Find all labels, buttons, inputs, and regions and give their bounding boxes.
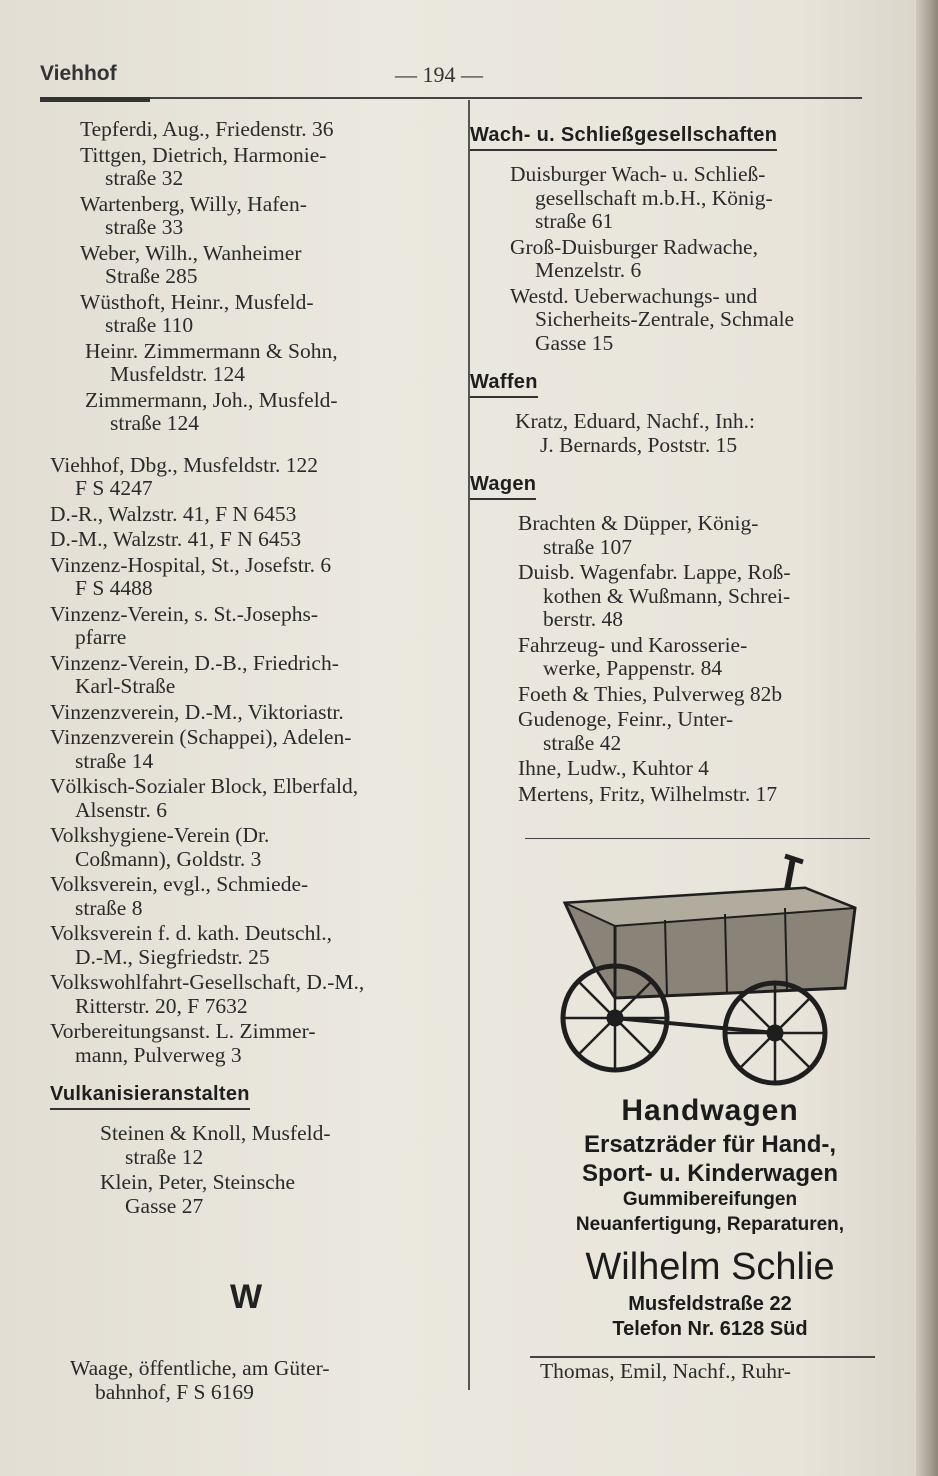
ad-line: Neuanfertigung, Reparaturen, [575, 1214, 845, 1235]
directory-entry [50, 922, 460, 969]
directory-entry [510, 285, 870, 356]
entry-line: D.-M., Walzstr. 41, F N 6453 [50, 527, 302, 551]
directory-entry [50, 528, 460, 552]
entry-line: mann, Pulverweg 3 [75, 1042, 242, 1067]
left-column [50, 118, 460, 1406]
entry-line: Vinzenzverein, D.-M., Viktoriastr. [50, 699, 344, 724]
directory-entry [50, 652, 460, 699]
directory-entry [510, 163, 870, 234]
ad-line: Gummibereifungen [622, 1189, 798, 1210]
directory-entry [50, 503, 460, 527]
entry-line: straße 124 [110, 411, 199, 435]
directory-entry [518, 683, 870, 707]
directory-entry [50, 340, 460, 387]
entry-line: D.-R., Walzstr. 41, F N 6453 [50, 501, 297, 526]
directory-entry [100, 1122, 460, 1169]
section-heading-waffen: Waffen [470, 371, 538, 398]
entry-line: berstr. 48 [543, 607, 624, 631]
entry-line: Heinr. Zimmermann & Sohn, [85, 338, 338, 363]
vulkan-entries [50, 1122, 460, 1218]
entry-line: Musfeldstr. 124 [110, 362, 245, 386]
entry-line: Coßmann), Goldstr. 3 [75, 846, 262, 871]
page-number: — 194 — [395, 62, 483, 87]
right-column [470, 118, 870, 808]
entry-line: Groß-Duisburger Radwache, [510, 234, 758, 259]
directory-entry [50, 193, 460, 240]
entry-line: Tepferdi, Aug., Friedenstr. 36 [80, 117, 334, 141]
directory-entry [50, 454, 460, 501]
entry-line: Mertens, Fritz, Wilhelmstr. 17 [518, 781, 778, 806]
directory-entry [518, 708, 870, 755]
entry-line: kothen & Wußmann, Schrei- [543, 583, 791, 608]
directory-entry [518, 512, 870, 559]
ad-line: Sport- u. Kinderwagen [581, 1160, 838, 1187]
section-heading-wach: Wach- u. Schließgesellschaften [470, 124, 777, 151]
entry-line: Foeth & Thies, Pulverweg 82b [518, 681, 783, 706]
directory-entry [50, 389, 460, 436]
entry-line: bahnhof, F S 6169 [95, 1379, 254, 1404]
directory-entry [518, 783, 870, 807]
entry-line: F S 4488 [75, 576, 153, 600]
ad-headline: Handwagen [621, 1094, 799, 1127]
waffen-entries [470, 410, 870, 457]
entry-line: Weber, Wilh., Wanheimer [80, 240, 302, 265]
directory-entry [100, 1171, 460, 1218]
entry-line: F S 4247 [75, 476, 153, 500]
entry-line: straße 107 [543, 534, 632, 559]
ad-bottom-rule [530, 1356, 875, 1358]
directory-entry [50, 291, 460, 338]
entry-line: straße 14 [75, 748, 154, 773]
section-letter-w: W [230, 1278, 263, 1316]
entry-line: Vinzenz-Hospital, St., Josefstr. 6 [50, 552, 332, 577]
directory-entry [515, 410, 870, 457]
entry-line: Fahrzeug- und Karosserie- [518, 632, 748, 657]
entry-line: Duisburger Wach- u. Schließ- [510, 162, 766, 186]
header-rule [40, 97, 862, 99]
entry-line: Alsenstr. 6 [75, 797, 167, 822]
entry-line: Karl-Straße [75, 674, 176, 698]
entry-line: Vinzenz-Verein, D.-B., Friedrich- [50, 650, 339, 675]
directory-entry [50, 603, 460, 650]
entry-line: straße 32 [105, 166, 184, 190]
directory-entry [50, 775, 460, 822]
directory-entry [510, 236, 870, 283]
entry-line: gesellschaft m.b.H., König- [535, 185, 773, 210]
left-entries [50, 118, 460, 1067]
directory-entry [50, 554, 460, 601]
ad-separator [525, 838, 870, 839]
ad-line: Ersatzräder für Hand-, [583, 1131, 837, 1158]
directory-entry [518, 634, 870, 681]
entry-line: Vorbereitungsanst. L. Zimmer- [50, 1019, 316, 1043]
directory-entry [50, 824, 460, 871]
wagen-entries [470, 512, 870, 806]
entry-line: Viehhof, Dbg., Musfeldstr. 122 [50, 452, 319, 477]
entry-line: Brachten & Düpper, König- [518, 511, 759, 535]
entry-line: Westd. Ueberwachungs- und [510, 283, 758, 308]
entry-line: Tittgen, Dietrich, Harmonie- [80, 142, 327, 167]
entry-line: D.-M., Siegfriedstr. 25 [75, 944, 270, 969]
entry-line: Wüsthoft, Heinr., Musfeld- [80, 289, 314, 314]
entry-line: Gasse 15 [535, 330, 614, 355]
ad-phone: Telefon Nr. 6128 Süd [612, 1318, 808, 1340]
entry-line: Volkswohlfahrt-Gesellschaft, D.-M., [50, 970, 365, 994]
directory-entry [518, 561, 870, 632]
entry-line: straße 33 [105, 215, 184, 239]
entry-line: Volksverein f. d. kath. Deutschl., [50, 921, 333, 945]
page-header [40, 62, 862, 92]
section-heading-wagen: Wagen [470, 473, 536, 500]
entry-line: J. Bernards, Poststr. 15 [540, 432, 738, 457]
entry-line: Waage, öffentliche, am Güter- [70, 1356, 330, 1380]
ad-address: Musfeldstraße 22 [628, 1293, 792, 1315]
entry-waage [50, 1357, 460, 1404]
entry-line: straße 42 [543, 730, 622, 755]
entry-line: Volksverein, evgl., Schmiede- [50, 872, 309, 896]
entry-line: Volkshygiene-Verein (Dr. [50, 823, 270, 847]
entry-line: straße 110 [105, 313, 194, 337]
entry-line: Duisb. Wagenfabr. Lappe, Roß- [518, 560, 791, 584]
book-spine-shadow [916, 0, 938, 1476]
entry-line: Sicherheits-Zentrale, Schmale [535, 307, 795, 331]
entry-line: Ihne, Ludw., Kuhtor 4 [518, 756, 709, 780]
entry-line: Straße 285 [105, 264, 198, 288]
section-heading-vulkan: Vulkanisieranstalten [50, 1083, 250, 1110]
entry-line: Gasse 27 [125, 1193, 204, 1218]
wach-entries [470, 163, 870, 355]
entry-line: Menzelstr. 6 [535, 258, 642, 282]
directory-entry [50, 873, 460, 920]
directory-entry [50, 242, 460, 289]
directory-entry [518, 757, 870, 781]
directory-entry [50, 971, 460, 1018]
entry-line: straße 12 [125, 1144, 204, 1169]
entry-line: Vinzenzverein (Schappei), Adelen- [50, 725, 352, 749]
entry-thomas: Thomas, Emil, Nachf., Ruhr- [540, 1359, 791, 1383]
entry-line: Vinzenz-Verein, s. St.-Josephs- [50, 601, 318, 626]
entry-line: Völkisch-Sozialer Block, Elberfald, [50, 774, 359, 798]
directory-entry [50, 118, 460, 142]
directory-entry [50, 726, 460, 773]
entry-line: straße 8 [75, 895, 143, 920]
entry-line: Steinen & Knoll, Musfeld- [100, 1121, 331, 1145]
running-head: Viehhof [40, 62, 117, 85]
cart-axle [615, 1018, 775, 1033]
handcart-illustration [555, 848, 875, 1088]
header-rule-accent [40, 97, 150, 102]
entry-line: Wartenberg, Willy, Hafen- [80, 191, 307, 216]
entry-line: Kratz, Eduard, Nachf., Inh.: [515, 409, 755, 433]
cart-grip [785, 856, 803, 862]
entry-line: Ritterstr. 20, F 7632 [75, 993, 248, 1018]
ad-company-name: Wilhelm Schlie [585, 1246, 835, 1288]
directory-entry [50, 144, 460, 191]
entry-line: Klein, Peter, Steinsche [100, 1170, 295, 1194]
entry-line: pfarre [75, 625, 127, 649]
entry-line: Gudenoge, Feinr., Unter- [518, 707, 734, 731]
directory-entry [50, 1020, 460, 1067]
directory-entry [50, 701, 460, 725]
entry-gap [50, 438, 460, 454]
entry-line: werke, Pappenstr. 84 [543, 656, 723, 680]
entry-line: straße 61 [535, 209, 614, 233]
entry-line: Zimmermann, Joh., Musfeld- [85, 387, 338, 412]
advertisement [525, 1092, 895, 1342]
